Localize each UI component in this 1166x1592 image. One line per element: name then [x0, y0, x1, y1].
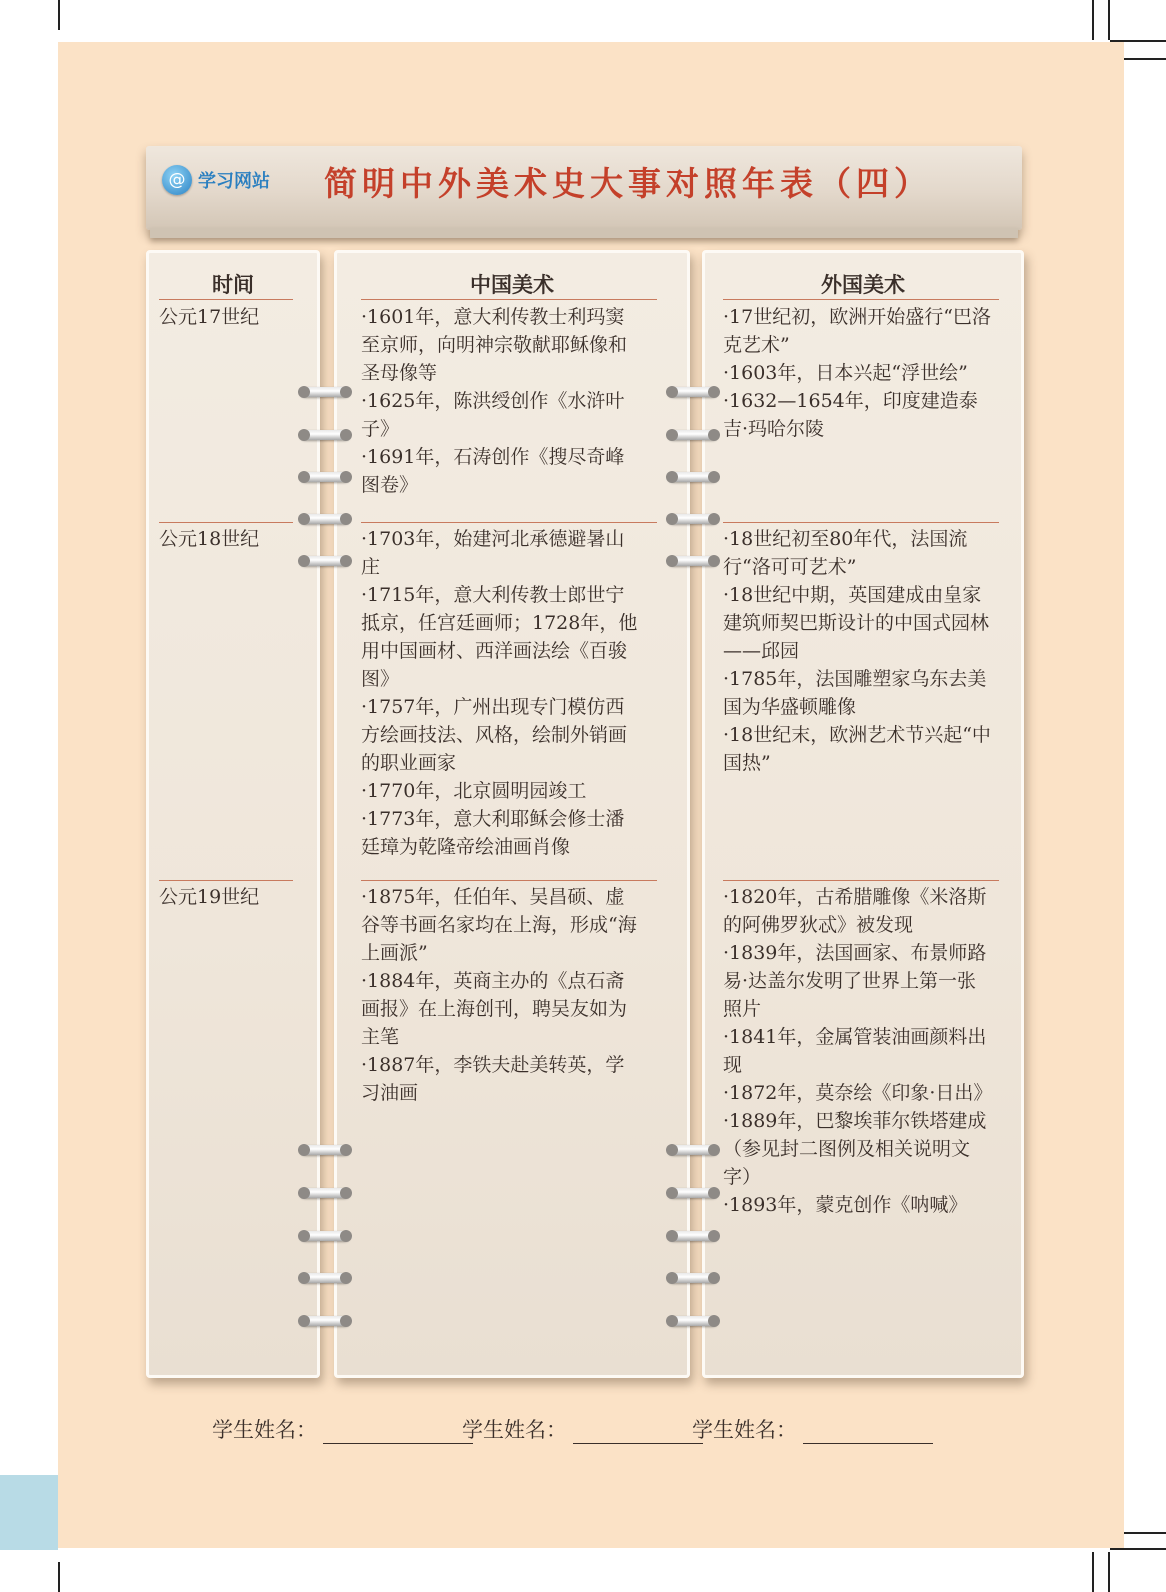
row-divider	[361, 299, 657, 300]
list-item: ·18世纪初至80年代，法国流行“洛可可艺术”	[723, 528, 968, 578]
period-19: 公元19世纪	[159, 886, 260, 908]
list-item: ·1893年，蒙克创作《呐喊》	[723, 1194, 968, 1216]
row-divider	[361, 880, 657, 881]
list-item: ·1889年，巴黎埃菲尔铁塔建成（参见封二图例及相关说明文字）	[723, 1110, 987, 1188]
crop-mark	[1110, 1548, 1166, 1550]
row-divider	[361, 522, 657, 523]
china-column-header: 中国美术	[470, 272, 554, 297]
china-19-cell	[361, 883, 643, 1107]
period-18: 公元18世纪	[159, 528, 260, 550]
binding-ring	[668, 1188, 718, 1198]
list-item: ·1887年，李铁夫赴美转英，学习油画	[361, 1054, 625, 1104]
list-item: ·1770年，北京圆明园竣工	[361, 780, 587, 802]
list-item: ·1625年，陈洪绶创作《水浒叶子》	[361, 390, 625, 440]
binding-ring	[668, 556, 718, 566]
crop-mark	[58, 1562, 60, 1592]
crop-mark	[1092, 0, 1094, 40]
page-title: 简明中外美术史大事对照年表（四）	[324, 164, 932, 203]
list-item: ·18世纪末，欧洲艺术节兴起“中国热”	[723, 724, 991, 774]
binding-ring	[668, 1231, 718, 1241]
binding-ring	[300, 387, 350, 397]
row-divider	[159, 299, 293, 300]
student-name-field-3[interactable]	[692, 1414, 933, 1444]
crop-mark	[58, 0, 60, 30]
list-item: ·17世纪初，欧洲开始盛行“巴洛克艺术”	[723, 306, 991, 356]
binding-ring	[300, 472, 350, 482]
china-17-cell	[361, 303, 643, 499]
binding-ring	[300, 514, 350, 524]
binding-ring	[668, 387, 718, 397]
binding-ring	[300, 1273, 350, 1283]
banner-shadow	[150, 228, 1018, 238]
binding-ring	[668, 472, 718, 482]
crop-mark	[1092, 1552, 1094, 1592]
list-item: ·1872年，莫奈绘《印象·日出》	[723, 1082, 993, 1104]
binding-ring	[300, 556, 350, 566]
title-banner	[146, 146, 1022, 230]
list-item: ·18世纪中期，英国建成由皇家建筑师契巴斯设计的中国式园林——邱园	[723, 584, 990, 662]
student-name-blank[interactable]	[803, 1419, 933, 1444]
at-sign-icon: @	[162, 165, 192, 195]
binding-ring	[668, 1273, 718, 1283]
list-item: ·1884年，英商主办的《点石斋画报》在上海创刊，聘吴友如为主笔	[361, 970, 628, 1048]
study-website-badge	[162, 162, 302, 198]
binding-ring	[668, 430, 718, 440]
binding-ring	[668, 1145, 718, 1155]
student-name-field-2[interactable]	[462, 1414, 703, 1444]
foreign-18-cell	[723, 525, 995, 777]
list-item: ·1632—1654年，印度建造泰吉·玛哈尔陵	[723, 390, 978, 440]
binding-ring	[300, 1316, 350, 1326]
time-column-header: 时间	[212, 272, 254, 297]
student-name-blank[interactable]	[323, 1419, 473, 1444]
row-divider	[159, 880, 293, 881]
crop-mark	[1108, 0, 1110, 40]
foreign-art-column	[702, 250, 1024, 1378]
foreign-19-cell	[723, 883, 995, 1219]
row-divider	[723, 880, 999, 881]
binding-ring	[300, 1188, 350, 1198]
binding-ring	[300, 1145, 350, 1155]
student-name-blank[interactable]	[573, 1419, 703, 1444]
china-18-cell	[361, 525, 643, 861]
row-divider	[723, 299, 999, 300]
list-item: ·1820年，古希腊雕像《米洛斯的阿佛罗狄忒》被发现	[723, 886, 987, 936]
list-item: ·1715年，意大利传教士郎世宁抵京，任宫廷画师；1728年，他用中国画材、西洋画法绘《百骏图》	[361, 584, 638, 690]
foreign-17-cell	[723, 303, 995, 443]
list-item: ·1785年，法国雕塑家乌东去美国为华盛顿雕像	[723, 668, 987, 718]
binding-ring	[668, 1316, 718, 1326]
china-art-column	[334, 250, 690, 1378]
student-name-footer	[212, 1414, 972, 1454]
crop-mark	[1108, 1552, 1110, 1592]
badge-label: 学习网站	[198, 171, 270, 192]
student-name-field-1[interactable]	[212, 1414, 473, 1444]
row-divider	[723, 522, 999, 523]
list-item: ·1757年，广州出现专门模仿西方绘画技法、风格，绘制外销画的职业画家	[361, 696, 628, 774]
list-item: ·1875年，任伯年、吴昌硕、虚谷等书画名家均在上海，形成“海上画派”	[361, 886, 637, 964]
list-item: ·1691年，石涛创作《搜尽奇峰图卷》	[361, 446, 625, 496]
list-item: ·1603年，日本兴起“浮世绘”	[723, 362, 968, 384]
foreign-column-header: 外国美术	[821, 272, 905, 297]
student-name-label: 学生姓名：	[212, 1418, 317, 1442]
student-name-label: 学生姓名：	[462, 1418, 567, 1442]
binding-ring	[668, 514, 718, 524]
period-17: 公元17世纪	[159, 306, 260, 328]
list-item: ·1773年，意大利耶稣会修士潘廷璋为乾隆帝绘油画肖像	[361, 808, 625, 858]
list-item: ·1841年，金属管装油画颜料出现	[723, 1026, 987, 1076]
list-item: ·1601年，意大利传教士利玛窦至京师，向明神宗敬献耶稣像和圣母像等	[361, 306, 628, 384]
list-item: ·1703年，始建河北承德避暑山庄	[361, 528, 625, 578]
student-name-label: 学生姓名：	[692, 1418, 797, 1442]
binding-ring	[300, 430, 350, 440]
binding-ring	[300, 1231, 350, 1241]
time-column	[146, 250, 320, 1378]
page-corner-tab	[0, 1475, 58, 1550]
row-divider	[159, 522, 293, 523]
list-item: ·1839年，法国画家、布景师路易·达盖尔发明了世界上第一张照片	[723, 942, 987, 1020]
